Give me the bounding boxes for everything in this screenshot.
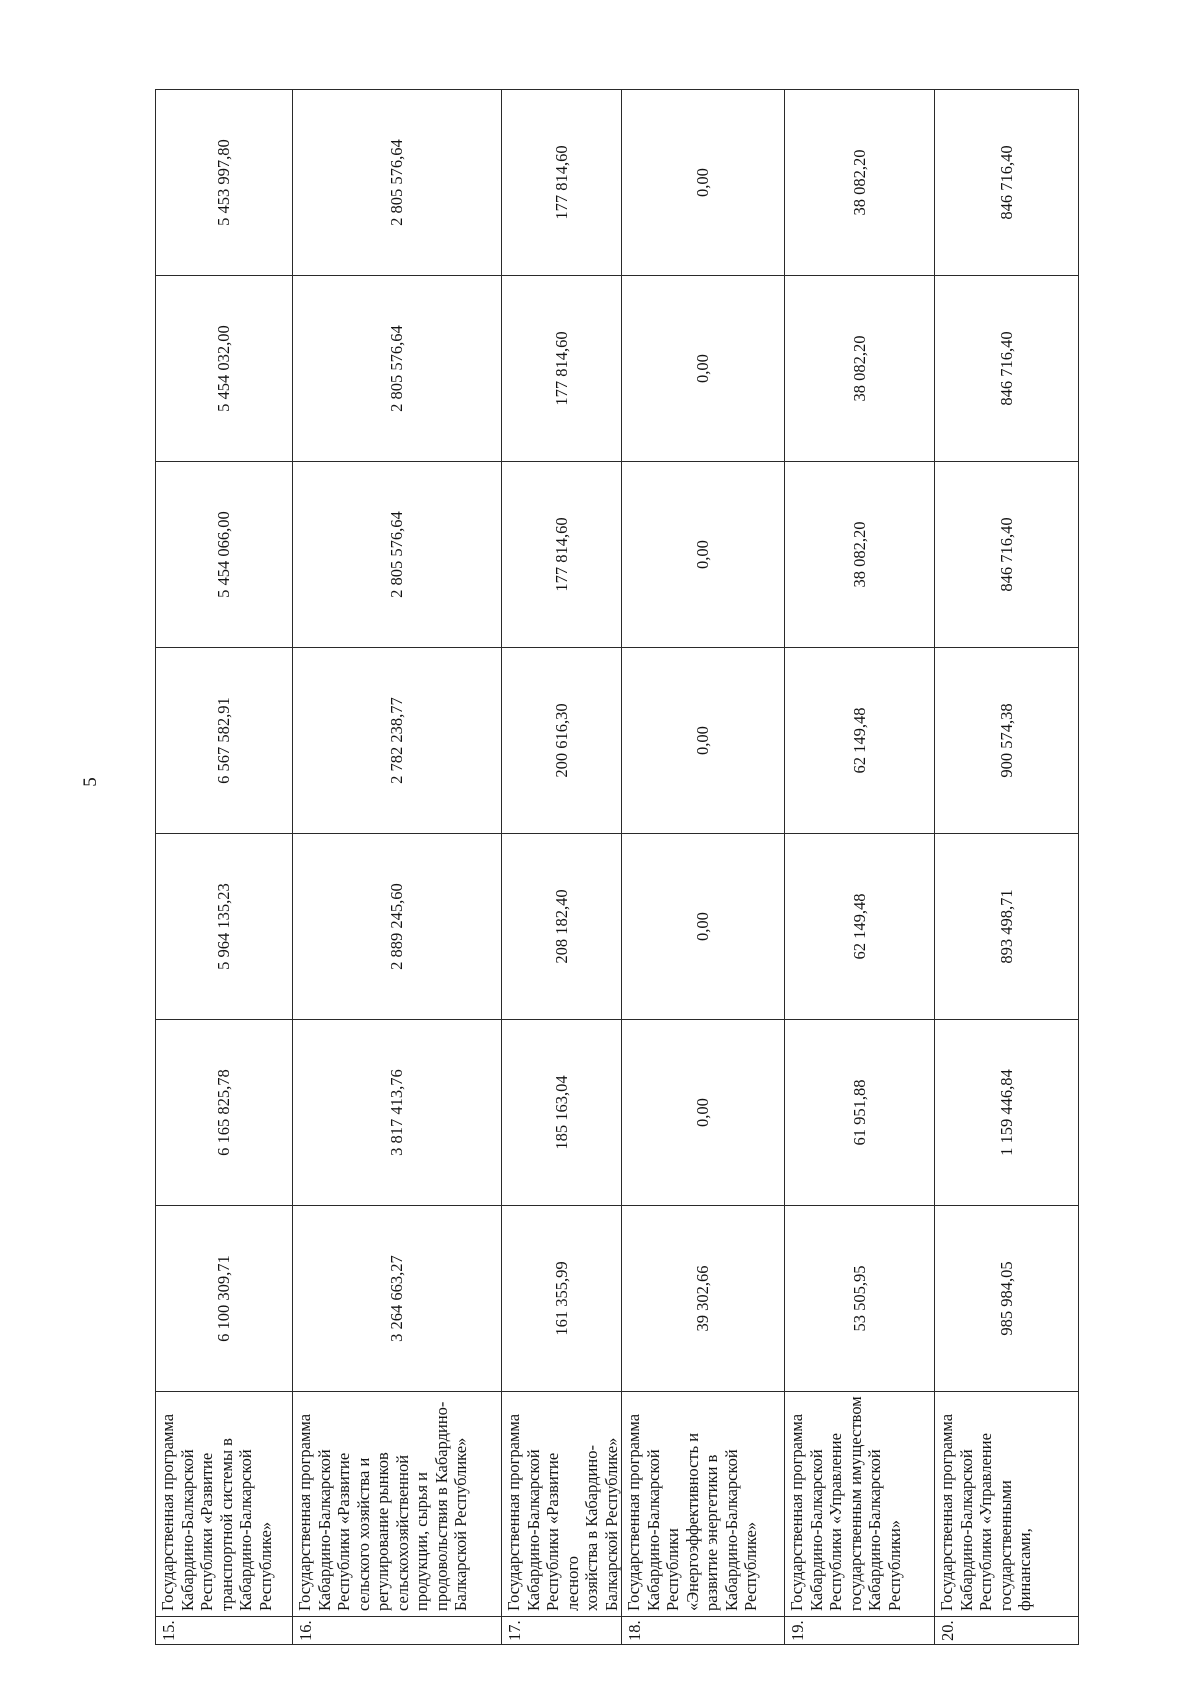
value-cell: 161 355,99 bbox=[502, 1206, 622, 1392]
value-cell: 38 082,20 bbox=[785, 276, 935, 462]
table-row bbox=[293, 90, 502, 1645]
row-number: 20. bbox=[935, 1617, 1079, 1645]
program-name-text: Государственная программа Кабардино-Балкарской Республики «Развитие лесного хозяйства в Кабардино- Балкарской Республике» bbox=[504, 1413, 621, 1611]
table-row bbox=[156, 90, 293, 1645]
value-cell: 6 100 309,71 bbox=[156, 1206, 293, 1392]
value-cell: 2 805 576,64 bbox=[293, 90, 502, 276]
value-cell: 846 716,40 bbox=[935, 462, 1079, 648]
value-cell: 5 453 997,80 bbox=[156, 90, 293, 276]
value-cell: 1 159 446,84 bbox=[935, 1020, 1079, 1206]
value-cell: 2 805 576,64 bbox=[293, 462, 502, 648]
value-cell: 900 574,38 bbox=[935, 648, 1079, 834]
value-cell: 2 782 238,77 bbox=[293, 648, 502, 834]
value-cell: 208 182,40 bbox=[502, 834, 622, 1020]
program-name bbox=[293, 1392, 502, 1617]
program-name bbox=[785, 1392, 935, 1617]
value-cell: 38 082,20 bbox=[785, 462, 935, 648]
row-number: 17. bbox=[502, 1617, 622, 1645]
value-cell: 5 454 066,00 bbox=[156, 462, 293, 648]
value-cell: 3 817 413,76 bbox=[293, 1020, 502, 1206]
program-name-text: Государственная программа Кабардино-Балкарской Республики «Энергоэффективность и развитие энергетики в Кабардино-Балкарской Республике» bbox=[624, 1413, 760, 1611]
value-cell: 39 302,66 bbox=[622, 1206, 785, 1392]
value-cell: 5 454 032,00 bbox=[156, 276, 293, 462]
value-cell: 0,00 bbox=[622, 1020, 785, 1206]
program-name bbox=[156, 1392, 293, 1617]
program-name bbox=[935, 1392, 1079, 1617]
value-cell: 0,00 bbox=[622, 648, 785, 834]
value-cell: 177 814,60 bbox=[502, 90, 622, 276]
program-name-text: Государственная программа Кабардино-Балкарской Республики «Развитие сельского хозяйства и регулирование рынков сельскохозяйственной продукции, сырья и продовольствия в Кабардино- Балкарской Республике» bbox=[295, 1401, 470, 1611]
value-cell: 62 149,48 bbox=[785, 648, 935, 834]
table-row bbox=[622, 90, 785, 1645]
program-name-text: Государственная программа Кабардино-Балкарской Республики «Управление государственным имуществом Кабардино-Балкарской Республики» bbox=[787, 1396, 904, 1611]
value-cell: 2 889 245,60 bbox=[293, 834, 502, 1020]
value-cell: 0,00 bbox=[622, 462, 785, 648]
table-row bbox=[502, 90, 622, 1645]
value-cell: 2 805 576,64 bbox=[293, 276, 502, 462]
value-cell: 3 264 663,27 bbox=[293, 1206, 502, 1392]
row-number: 19. bbox=[785, 1617, 935, 1645]
value-cell: 0,00 bbox=[622, 90, 785, 276]
rotated-table-layer bbox=[155, 90, 1072, 1645]
program-name-text: Государственная программа Кабардино-Балкарской Республики «Управление государственными финансами, bbox=[937, 1413, 1034, 1611]
value-cell: 5 964 135,23 bbox=[156, 834, 293, 1020]
value-cell: 6 567 582,91 bbox=[156, 648, 293, 834]
row-number: 15. bbox=[156, 1617, 293, 1645]
table-row bbox=[785, 90, 935, 1645]
value-cell: 177 814,60 bbox=[502, 276, 622, 462]
value-cell: 846 716,40 bbox=[935, 276, 1079, 462]
row-number: 16. bbox=[293, 1617, 502, 1645]
value-cell: 6 165 825,78 bbox=[156, 1020, 293, 1206]
value-cell: 200 616,30 bbox=[502, 648, 622, 834]
page-number: 5 bbox=[79, 777, 101, 787]
value-cell: 185 163,04 bbox=[502, 1020, 622, 1206]
value-cell: 62 149,48 bbox=[785, 834, 935, 1020]
program-name-text: Государственная программа Кабардино-Балкарской Республики «Развитие транспортной системы в Кабардино-Балкарской Республике» bbox=[158, 1413, 275, 1611]
value-cell: 53 505,95 bbox=[785, 1206, 935, 1392]
value-cell: 177 814,60 bbox=[502, 462, 622, 648]
value-cell: 985 984,05 bbox=[935, 1206, 1079, 1392]
budget-table-container bbox=[155, 90, 1072, 1645]
program-name bbox=[622, 1392, 785, 1617]
value-cell: 0,00 bbox=[622, 276, 785, 462]
value-cell: 38 082,20 bbox=[785, 90, 935, 276]
value-cell: 61 951,88 bbox=[785, 1020, 935, 1206]
program-name bbox=[502, 1392, 622, 1617]
budget-table bbox=[155, 89, 1079, 1645]
table-row bbox=[935, 90, 1079, 1645]
value-cell: 893 498,71 bbox=[935, 834, 1079, 1020]
row-number: 18. bbox=[622, 1617, 785, 1645]
value-cell: 846 716,40 bbox=[935, 90, 1079, 276]
value-cell: 0,00 bbox=[622, 834, 785, 1020]
